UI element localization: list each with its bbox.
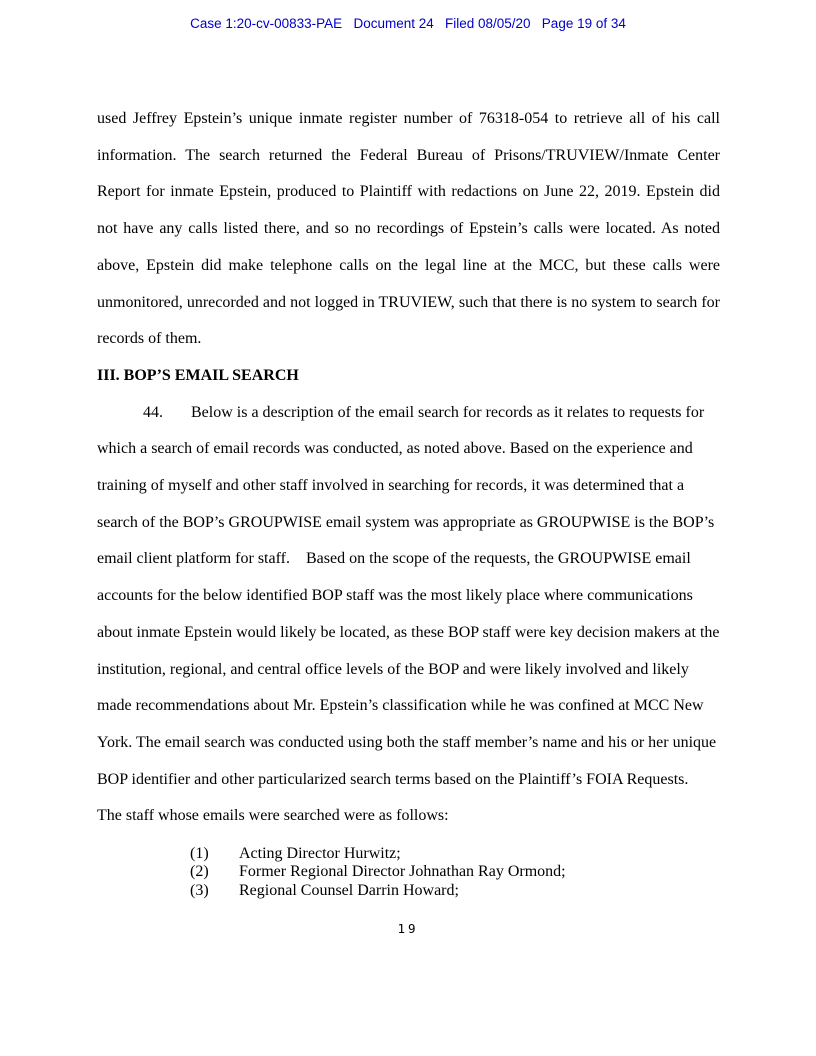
- list-item-text: Former Regional Director Johnathan Ray Ormond;: [239, 863, 566, 881]
- list-item: [190, 882, 720, 900]
- list-item-number: (1): [190, 845, 209, 863]
- section-heading: III. BOP’S EMAIL SEARCH: [97, 366, 299, 384]
- list-item: [190, 863, 720, 881]
- list-item-text: Acting Director Hurwitz;: [239, 845, 401, 863]
- list-item-number: (2): [190, 863, 209, 881]
- body-paragraph-1: used Jeffrey Epstein’s unique inmate register number of 76318-054 to retrieve all of his call information. The search returned the Federal Bureau of Prisons/TRUVIEW/Inmate Center Report for inmate Epstein, produced to Plaintiff with redactions on June 22, 2019. Epstein did not have any calls listed there, and so no recordings of Epstein’s calls were located. As noted above, Epstein did make telephone calls on the legal line at the MCC, but these calls were unmonitored, unrecorded and not logged in TRUVIEW, such that there is no system to search for records of them.: [97, 110, 720, 348]
- list-item: [190, 845, 720, 863]
- list-item-number: (3): [190, 881, 209, 899]
- staff-list: [190, 845, 720, 900]
- list-item-text: Regional Counsel Darrin Howard;: [239, 881, 459, 899]
- page-number: 19: [397, 921, 419, 936]
- case-stamp: Case 1:20-cv-00833-PAE Document 24 Filed 08/05/20 Page 19 of 34: [190, 16, 626, 31]
- document-body: [97, 101, 724, 900]
- body-paragraph-44: 44. Below is a description of the email search for records as it relates to requests for which a search of email records was conducted, as noted above. Based on the experience and training of myself and other staff involved in searching for records, it was determined that a search of the BOP’s GROUPWISE email system was appropriate as GROUPWISE is the BOP’s email client platform for staff. Based on the scope of the requests, the GROUPWISE email accounts for the below identified BOP staff was the most likely place where communications about inmate Epstein would likely be located, as these BOP staff were key decision makers at the institution, regional, and central office levels of the BOP and were likely involved and likely made recommendations about Mr. Epstein’s classification while he was confined at MCC New York. The email search was conducted using both the staff member’s name and his or her unique BOP identifier and other particularized search terms based on the Plaintiff’s FOIA Requests. The staff whose emails were searched were as follows:: [97, 403, 724, 825]
